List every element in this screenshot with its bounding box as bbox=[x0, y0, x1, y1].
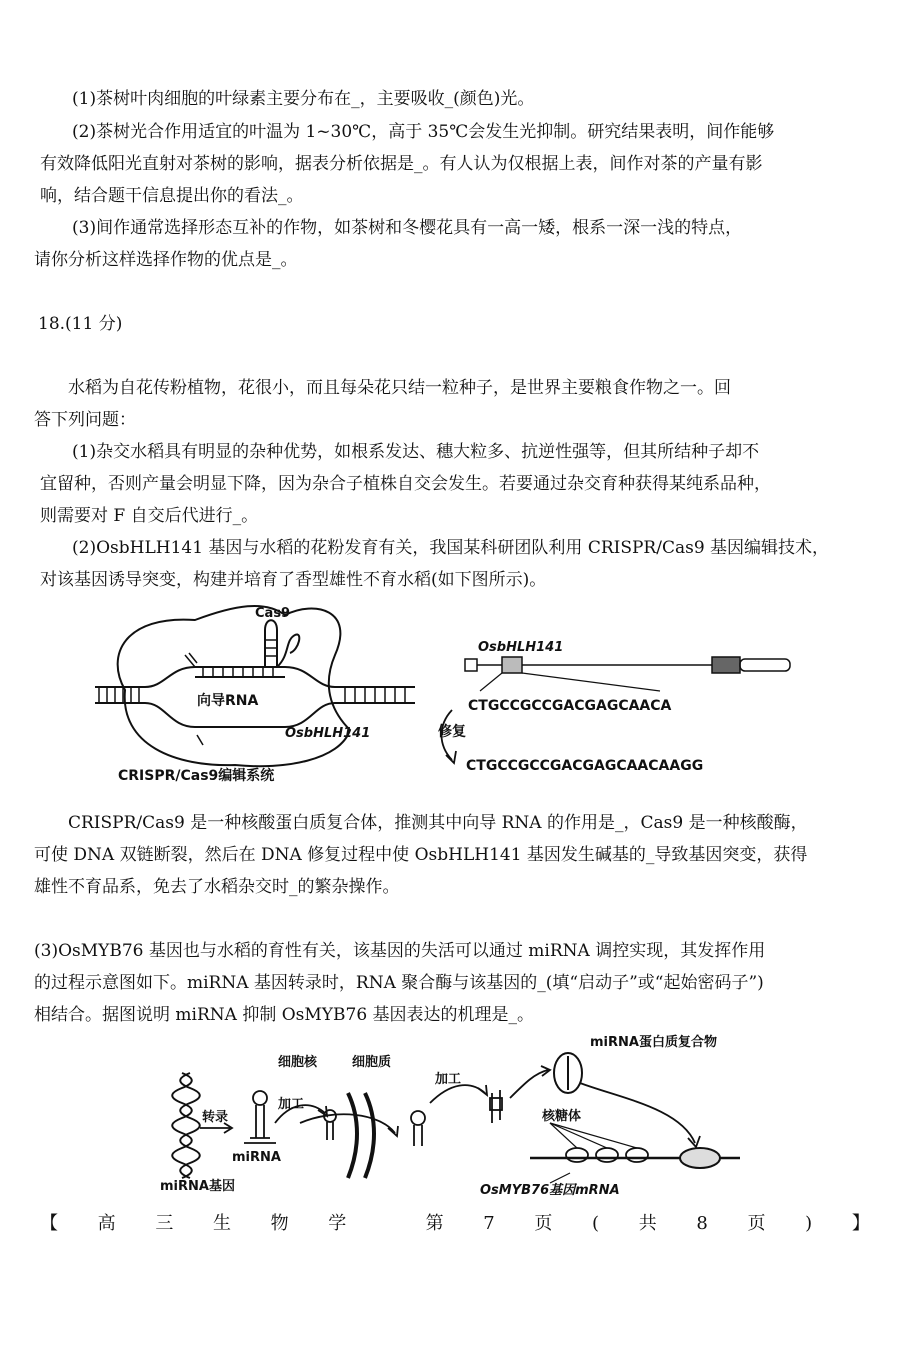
q18-heading: 18.(11 分) bbox=[38, 314, 123, 334]
q18-intro-line2: 答下列问题： bbox=[34, 410, 136, 430]
mirna-label: miRNA bbox=[232, 1150, 281, 1165]
footer-char: 物 bbox=[270, 1213, 289, 1234]
q18-part3-line1: (3)OsMYB76 基因也与水稻的育性有关，该基因的失活可以通过 miRNA 调控实现，其发挥作用 bbox=[34, 941, 766, 961]
processing-label-1: 加工 bbox=[278, 1097, 305, 1112]
footer-bracket-right: 】 bbox=[851, 1213, 870, 1234]
q17-part2-line2: 有效降低阳光直射对茶树的影响，据表分析依据是_。有人认为仅根据上表，间作对茶的产量有影 bbox=[40, 154, 763, 174]
repair-sequence-figure bbox=[430, 635, 810, 780]
footer-char: 共 bbox=[638, 1213, 657, 1234]
cas9-label: Cas9 bbox=[255, 606, 291, 621]
footer-char: 生 bbox=[212, 1213, 231, 1234]
q18-part1-line1: (1)杂交水稻具有明显的杂种优势，如根系发达、穗大粒多、抗逆性强等，但其所结种子却不 bbox=[72, 442, 760, 462]
osbhlh141-gene-label: OsbHLH141 bbox=[478, 640, 564, 655]
mirna-regulation-figure bbox=[150, 1028, 770, 1203]
q17-part2-line3: 响，结合题干信息提出你的看法_。 bbox=[40, 186, 304, 206]
q17-part2-line1: (2)茶树光合作用适宜的叶温为 1~30℃，高于 35℃会发生光抑制。研究结果表明，间作能够 bbox=[72, 122, 775, 142]
crispr-system-figure bbox=[85, 595, 430, 795]
page-footer bbox=[40, 1212, 870, 1236]
q18-part1-line2: 宜留种，否则产量会明显下降，因为杂合子植株自交会发生。若要通过杂交育种获得某纯系品种， bbox=[40, 474, 771, 494]
mirna-complex-label: miRNA蛋白质复合物 bbox=[590, 1035, 717, 1050]
original-sequence: CTGCCGCCGACGAGCAACA bbox=[468, 698, 672, 714]
ribosome-label: 核糖体 bbox=[542, 1109, 582, 1124]
transcription-label: 转录 bbox=[202, 1110, 229, 1125]
repair-label: 修复 bbox=[438, 724, 466, 740]
footer-bracket-left: 【 bbox=[40, 1213, 58, 1234]
q17-part3-line1: (3)间作通常选择形态互补的作物，如茶树和冬樱花具有一高一矮，根系一深一浅的特点， bbox=[72, 218, 743, 238]
mirna-gene-label: miRNA基因 bbox=[160, 1179, 235, 1194]
footer-total-pages: 8 bbox=[696, 1213, 708, 1234]
osbhlh141-label: OsbHLH141 bbox=[285, 726, 371, 741]
q17-part3-line2: 请你分析这样选择作物的优点是_。 bbox=[34, 250, 298, 270]
processing-label-2: 加工 bbox=[435, 1072, 462, 1087]
crispr-system-label: CRISPR/Cas9编辑系统 bbox=[118, 768, 275, 784]
q18-part3-line3: 相结合。据图说明 miRNA 抑制 OsMYB76 基因表达的机理是_。 bbox=[34, 1005, 535, 1025]
repaired-sequence: CTGCCGCCGACGAGCAACAAGG bbox=[466, 758, 704, 774]
guide-rna-label: 向导RNA bbox=[197, 693, 259, 709]
q18-part2-line2: 对该基因诱导突变，构建并培育了香型雄性不育水稻(如下图所示)。 bbox=[40, 570, 547, 590]
footer-char: 三 bbox=[155, 1213, 174, 1234]
cytoplasm-label: 细胞质 bbox=[352, 1055, 392, 1070]
footer-char: ( bbox=[592, 1213, 600, 1234]
footer-char: 页 bbox=[534, 1213, 553, 1234]
q18-intro-line1: 水稻为自花传粉植物，花很小，而且每朵花只结一粒种子，是世界主要粮食作物之一。回 bbox=[68, 378, 731, 398]
q18-part2-line4: 可使 DNA 双链断裂，然后在 DNA 修复过程中使 OsbHLH141 基因发生碱基的_导致基因突变，获得 bbox=[34, 845, 808, 865]
nucleus-label: 细胞核 bbox=[278, 1055, 318, 1070]
footer-page-number: 7 bbox=[483, 1213, 495, 1234]
footer-char: 页 bbox=[747, 1213, 766, 1234]
osmyb76-mrna-label: OsMYB76基因mRNA bbox=[480, 1183, 620, 1198]
footer-char: ) bbox=[805, 1213, 813, 1234]
q17-part1: (1)茶树叶肉细胞的叶绿素主要分布在_，主要吸收_(颜色)光。 bbox=[72, 89, 535, 109]
footer-char: 第 bbox=[425, 1213, 444, 1234]
q18-part2-line1: (2)OsbHLH141 基因与水稻的花粉发育有关，我国某科研团队利用 CRISPR/Cas9 基因编辑技术， bbox=[72, 538, 830, 558]
q18-part3-line2: 的过程示意图如下。miRNA 基因转录时，RNA 聚合酶与该基因的_(填“启动子”或“起始密码子”) bbox=[34, 973, 764, 993]
footer-char: 学 bbox=[328, 1213, 347, 1234]
q18-part2-line5: 雄性不育品系，免去了水稻杂交时_的繁杂操作。 bbox=[34, 877, 400, 897]
q18-part2-line3: CRISPR/Cas9 是一种核酸蛋白质复合体，推测其中向导 RNA 的作用是_，Cas9 是一种核酸酶， bbox=[68, 813, 808, 833]
q18-part1-line3: 则需要对 F 自交后代进行_。 bbox=[40, 506, 259, 526]
footer-char: 高 bbox=[97, 1213, 116, 1234]
